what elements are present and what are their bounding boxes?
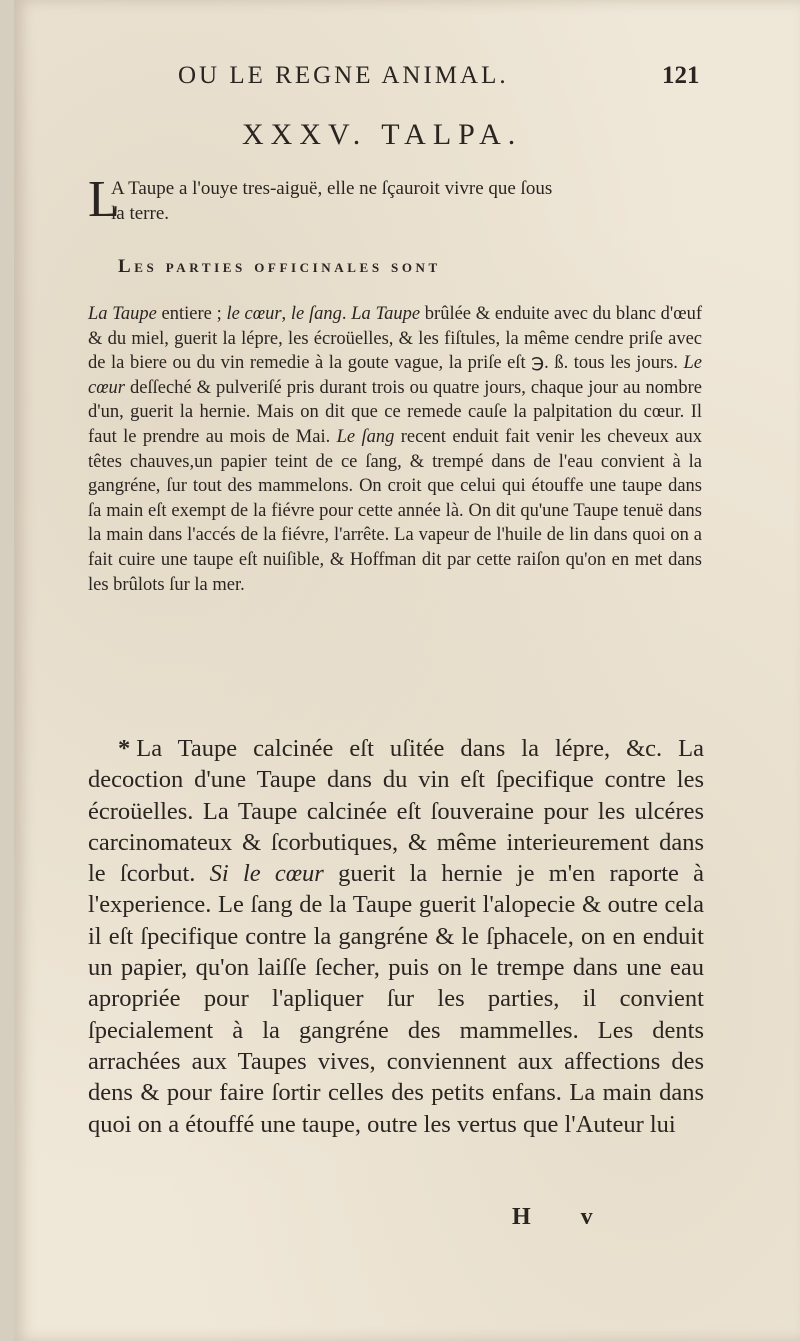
intro-line-1: A Taupe a l'ouye tres-aiguë, elle ne ſçauroit vivre que ſous [111, 178, 553, 199]
large-type-paragraph [88, 733, 704, 1140]
text-run: La Taupe calcinée eſt uſitée dans la lépre, &c. La decoction d'une Taupe dans du vin eſt ſpecifique contre les écroüelles. La Taupe calcinée eſt ſouveraine pour les ulcéres carcinomateux & ſcorbutiques, & même interieurement dans le ſcorbut. [88, 735, 704, 888]
text-run: recent enduit fait venir les cheveux aux têtes chauves,un papier teint de ce ſang, & trempé dans de l'eau convient à la gangréne, ſur tout des mammelons. On croit que celui qui étouffe une taupe dans ſa main eſt exempt de la fiévre pour cette année là. On dit qu'une Taupe tenuë dans la main dans l'accés de la fiévre, l'arrête. La vapeur de l'huile de lin dans quoi on a fait cuire une taupe eſt nuiſible, & Hoffman dit par cette raiſon qu'on en met dans les brûlots ſur la mer. [88, 426, 703, 595]
drop-cap: L [88, 171, 120, 228]
italic-term: La Taupe [88, 304, 157, 324]
section-heading: Les parties officinales sont [118, 256, 441, 277]
italic-term: le ſang [290, 304, 342, 324]
text-run: deſſeché & pulveriſé pris durant trois ou quatre jours, chaque jour au nombre d'un, guerit la hernie. Mais on dit que ce remede cauſe la palpitation du cœur. Il faut le prendre au mois de Mai. [88, 377, 702, 447]
chapter-title: XXXV. TALPA. [242, 118, 523, 151]
text-run: . [341, 304, 352, 324]
signature-mark: H v [512, 1204, 615, 1230]
text-run: guerit la hernie je m'en raporte à l'experience. Le ſang de la Taupe guerit l'alopecie & outre cela il eſt ſpecifique contre la gangréne & le ſphacele, on en enduit un papier, qu'on laiſſe ſecher, puis on le trempe dans une eau apropriée pour l'apliquer ſur les parties, il convient ſpecialement à la gangréne des mammelles. Les dents arrachées aux Taupes vives, conviennent aux affections des dens & pour faire ſortir celles des petits enfans. La main dans quoi on a étouffé une taupe, outre les vertus que l'Auteur lui [88, 860, 704, 1138]
italic-term: le cœur [226, 304, 282, 324]
text-run: brûlée & enduite avec du blanc d'œuf & du miel, guerit la lépre, les écroüelles, & les fiſtules, la même cendre priſe avec de la biere ou du vin remedie à la goute vague, la priſe eſt ℈. ß. tous les jours. [88, 304, 703, 374]
text-run: , [281, 304, 291, 324]
asterisk-mark: * [118, 735, 131, 762]
text-run: entiere ; [156, 304, 227, 324]
italic-term: Le cœur [88, 353, 702, 398]
page-number: 121 [662, 62, 700, 89]
small-type-paragraph [88, 302, 702, 597]
italic-term: Si le cœur [209, 860, 324, 888]
book-page [14, 0, 800, 1341]
running-head: OU LE REGNE ANIMAL. [178, 62, 509, 89]
intro-line-2: la terre. [111, 203, 170, 224]
italic-term: Le ſang [336, 426, 395, 447]
italic-term: La Taupe [351, 304, 421, 324]
